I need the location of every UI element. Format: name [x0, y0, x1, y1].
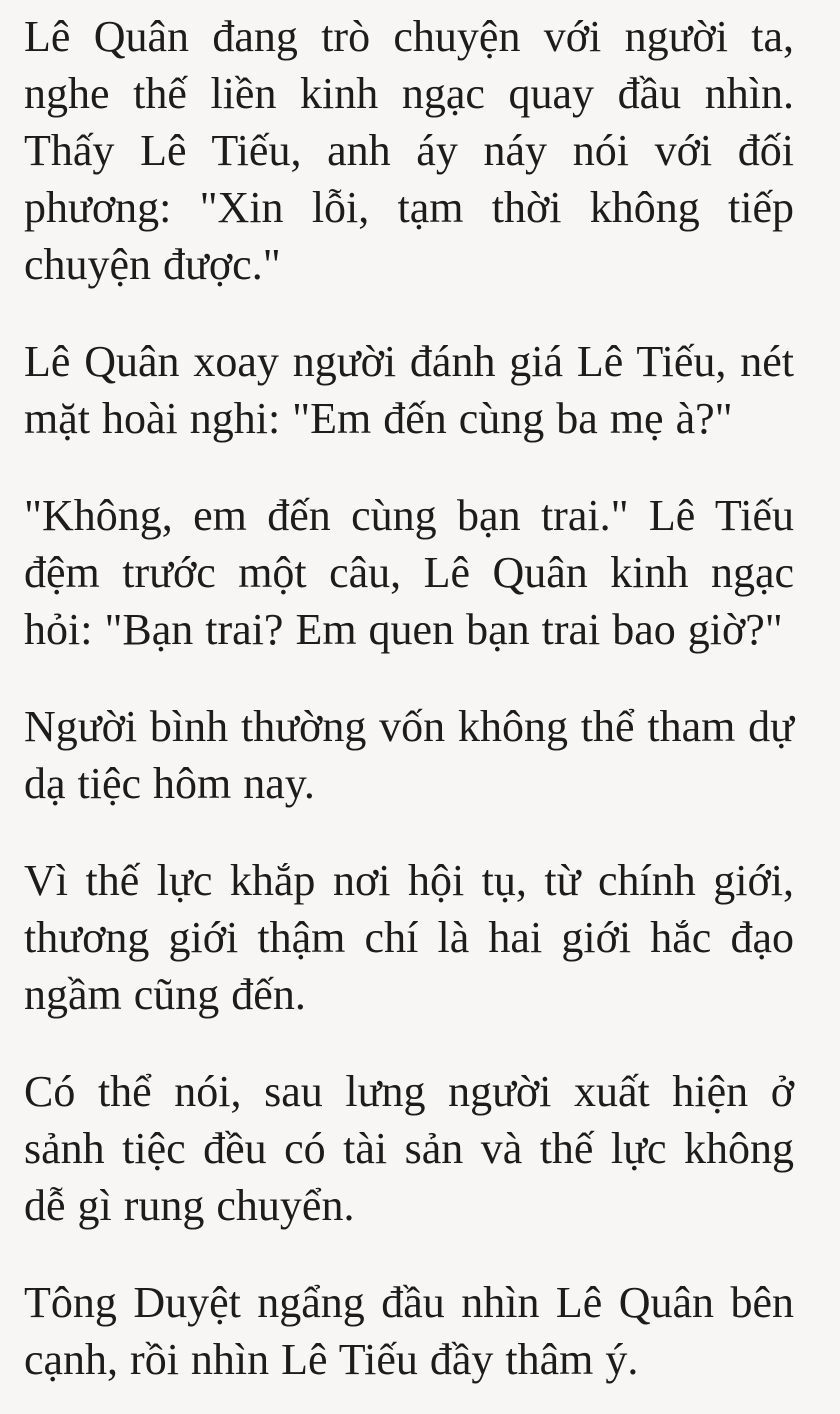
chapter-text — [24, 8, 794, 1388]
chapter-paragraph: Có thể nói, sau lưng người xuất hiện ở sảnh tiệc đều có tài sản và thế lực không dễ gì rung chuyển. — [24, 1067, 794, 1230]
chapter-paragraph: Lê Quân xoay người đánh giá Lê Tiếu, nét mặt hoài nghi: "Em đến cùng ba mẹ à?" — [24, 337, 794, 443]
chapter-paragraph: Lê Quân đang trò chuyện với người ta, nghe thế liền kinh ngạc quay đầu nhìn. Thấy Lê Tiếu, anh áy náy nói với đối phương: "Xin lỗi, tạm thời không tiếp chuyện được." — [24, 12, 794, 289]
chapter-paragraph: Người bình thường vốn không thể tham dự dạ tiệc hôm nay. — [24, 702, 794, 808]
chapter-paragraph: Tông Duyệt ngẩng đầu nhìn Lê Quân bên cạnh, rồi nhìn Lê Tiếu đầy thâm ý. — [24, 1278, 794, 1384]
chapter-paragraph: Vì thế lực khắp nơi hội tụ, từ chính giới, thương giới thậm chí là hai giới hắc đạo ngầm cũng đến. — [24, 856, 794, 1019]
chapter-paragraph: "Không, em đến cùng bạn trai." Lê Tiếu đệm trước một câu, Lê Quân kinh ngạc hỏi: "Bạn trai? Em quen bạn trai bao giờ?" — [24, 491, 794, 654]
